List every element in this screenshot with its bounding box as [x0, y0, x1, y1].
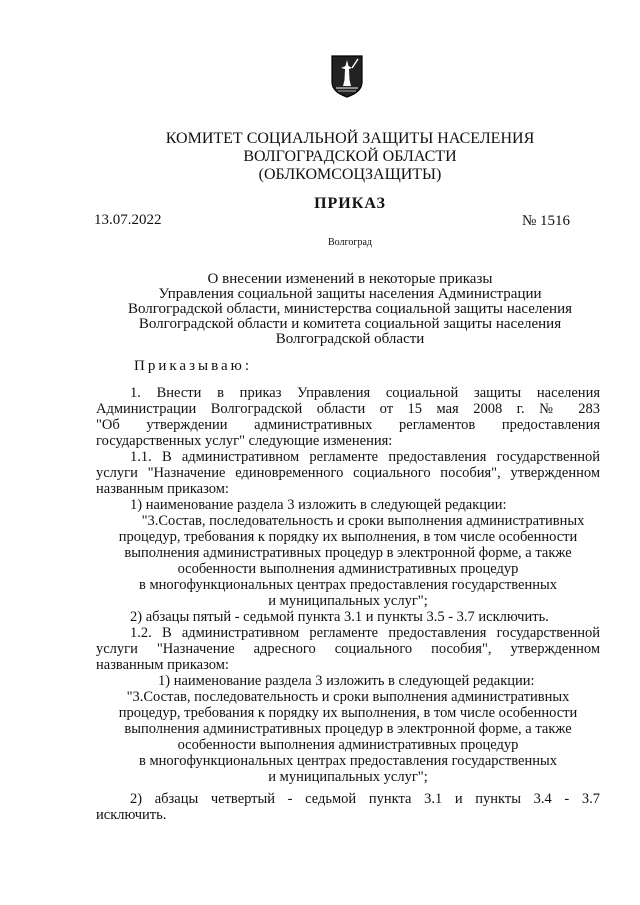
quote-line: процедур, требования к порядку их выполнения, в том числе особенности [118, 529, 578, 545]
quote-line: в многофункциональных центрах предоставления государственных [138, 577, 558, 593]
body-line: Администрации Волгоградской области от 15 мая 2008 г. № 283 [96, 401, 600, 417]
body-line: 1.1. В административном регламенте предоставления государственной [130, 449, 600, 465]
subject-line: Волгоградской области [275, 331, 425, 347]
org-line-1: КОМИТЕТ СОЦИАЛЬНОЙ ЗАЩИТЫ НАСЕЛЕНИЯ [165, 130, 535, 147]
document-subject [100, 272, 600, 347]
quote-line: "3.Состав, последовательность и сроки выполнения административных [141, 513, 585, 529]
body-line: названным приказом: [96, 481, 229, 497]
document-city: Волгоград [327, 237, 372, 248]
subject-line: О внесении изменений в некоторые приказы [207, 271, 493, 287]
document-number: № 1516 [521, 213, 570, 229]
body-line: 1.2. В административном регламенте предоставления государственной [130, 625, 600, 641]
body-line: 1) наименование раздела 3 изложить в следующей редакции: [158, 673, 535, 689]
document-date: 13.07.2022 [94, 212, 162, 228]
coat-of-arms-icon [330, 54, 364, 98]
quote-line: особенности выполнения административных процедур [177, 561, 519, 577]
order-word: Приказываю: [134, 358, 252, 374]
org-line-2: ВОЛГОГРАДСКОЙ ОБЛАСТИ [243, 148, 457, 165]
quote-line: выполнения административных процедур в электронной форме, а также [124, 545, 572, 561]
body-line: государственных услуг" следующие изменения: [96, 433, 393, 449]
quote-line: и муниципальных услуг"; [268, 593, 428, 609]
subject-line: Управления социальной защиты населения Администрации [158, 286, 542, 302]
body-line: 2) абзацы пятый - седьмой пункта 3.1 и пункты 3.5 - 3.7 исключить. [130, 609, 549, 625]
body-line: услуги "Назначение единовременного социального пособия", утвержденном [96, 465, 600, 481]
org-line-3: (ОБЛКОМСОЦЗАЩИТЫ) [258, 166, 442, 183]
subject-line: Волгоградской области, министерства социальной защиты населения [127, 301, 573, 317]
document-type: ПРИКАЗ [314, 195, 386, 212]
quote-line: в многофункциональных центрах предоставления государственных [138, 753, 558, 769]
subject-line: Волгоградской области и комитета социальной защиты населения [138, 316, 562, 332]
body-line: 1) наименование раздела 3 изложить в следующей редакции: [130, 497, 507, 513]
body-line: 1. Внести в приказ Управления социальной защиты населения [130, 385, 600, 401]
body-line: названным приказом: [96, 657, 229, 673]
document-body [96, 385, 600, 823]
organization-name [120, 130, 580, 184]
quote-line: особенности выполнения административных процедур [177, 737, 519, 753]
body-line: исключить. [96, 807, 167, 823]
quote-line: и муниципальных услуг"; [268, 769, 428, 785]
quote-line: процедур, требования к порядку их выполнения, в том числе особенности [118, 705, 578, 721]
body-line: "Об утверждении административных регламентов предоставления [96, 417, 600, 433]
quote-line: выполнения административных процедур в электронной форме, а также [124, 721, 572, 737]
body-line: 2) абзацы четвертый - седьмой пункта 3.1 и пункты 3.4 - 3.7 [130, 791, 600, 807]
body-line: услуги "Назначение адресного социального пособия", утвержденном [96, 641, 600, 657]
quote-line: "3.Состав, последовательность и сроки выполнения административных [126, 689, 570, 705]
